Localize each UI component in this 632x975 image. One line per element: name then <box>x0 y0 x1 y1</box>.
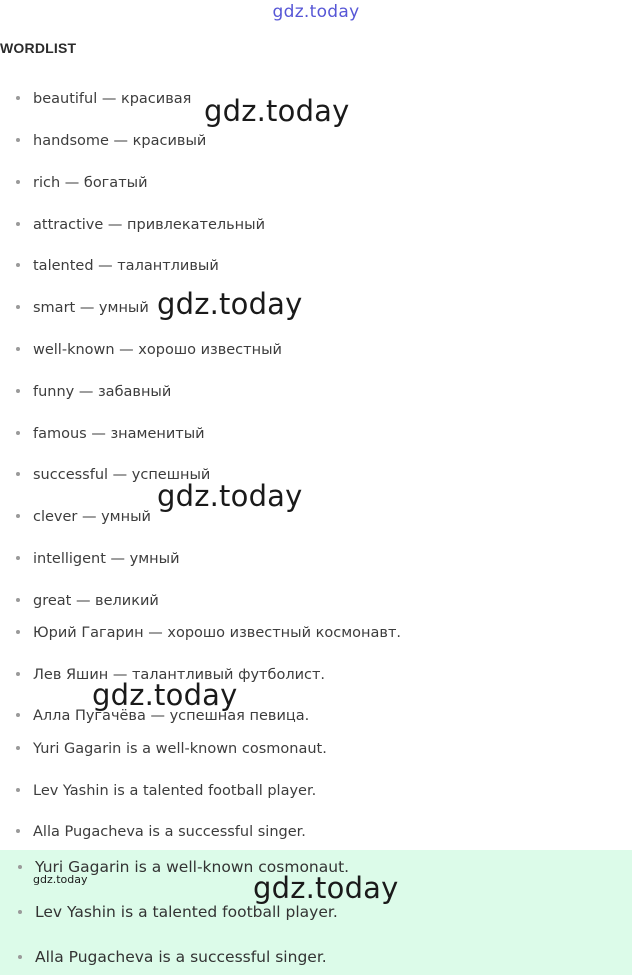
list-item: Лев Яшин — талантливый футболист. <box>16 667 325 683</box>
list-item: well-known — хорошо известный <box>16 342 282 358</box>
list-item: smart — умный <box>16 300 149 316</box>
bullet-icon <box>18 910 22 914</box>
bullet-icon <box>16 788 20 792</box>
list-item: famous — знаменитый <box>16 426 205 442</box>
wordlist-heading: WORDLIST <box>0 40 77 56</box>
bullet-icon <box>16 713 20 717</box>
bullet-icon <box>18 955 22 959</box>
list-item: Lev Yashin is a talented football player. <box>18 903 338 921</box>
list-item: Юрий Гагарин — хорошо известный космонавт. <box>16 625 401 641</box>
watermark: gdz.today <box>33 873 88 886</box>
bullet-icon <box>16 180 20 184</box>
list-item: attractive — привлекательный <box>16 217 265 233</box>
list-item: handsome — красивый <box>16 133 206 149</box>
bullet-icon <box>16 347 20 351</box>
bullet-icon <box>16 746 20 750</box>
bullet-icon <box>16 263 20 267</box>
top-watermark: gdz.today <box>272 2 360 22</box>
bullet-icon <box>16 630 20 634</box>
list-item: Alla Pugacheva is a successful singer. <box>16 824 306 840</box>
list-item: successful — успешный <box>16 467 210 483</box>
list-item: Yuri Gagarin is a well-known cosmonaut. <box>18 858 349 876</box>
bullet-icon <box>16 672 20 676</box>
list-item: Lev Yashin is a talented football player. <box>16 783 316 799</box>
watermark: gdz.today <box>253 871 399 905</box>
list-item: Alla Pugacheva is a successful singer. <box>18 948 327 966</box>
list-item: rich — богатый <box>16 175 148 191</box>
watermark: gdz.today <box>92 678 238 712</box>
watermark: gdz.today <box>157 287 303 321</box>
bullet-icon <box>16 598 20 602</box>
answer-block <box>0 850 632 975</box>
list-item: Yuri Gagarin is a well-known cosmonaut. <box>16 741 327 757</box>
list-item: great — великий <box>16 593 159 609</box>
bullet-icon <box>16 829 20 833</box>
watermark: gdz.today <box>204 94 350 128</box>
list-item: funny — забавный <box>16 384 171 400</box>
bullet-icon <box>16 305 20 309</box>
bullet-icon <box>16 514 20 518</box>
bullet-icon <box>16 389 20 393</box>
list-item: clever — умный <box>16 509 151 525</box>
bullet-icon <box>16 96 20 100</box>
list-item: beautiful — красивая <box>16 91 191 107</box>
list-item: intelligent — умный <box>16 551 180 567</box>
bullet-icon <box>16 222 20 226</box>
bullet-icon <box>16 472 20 476</box>
bullet-icon <box>16 138 20 142</box>
bullet-icon <box>18 865 22 869</box>
list-item: talented — талантливый <box>16 258 219 274</box>
bullet-icon <box>16 556 20 560</box>
watermark: gdz.today <box>157 479 303 513</box>
list-item: Алла Пугачёва — успешная певица. <box>16 708 309 724</box>
bullet-icon <box>16 431 20 435</box>
